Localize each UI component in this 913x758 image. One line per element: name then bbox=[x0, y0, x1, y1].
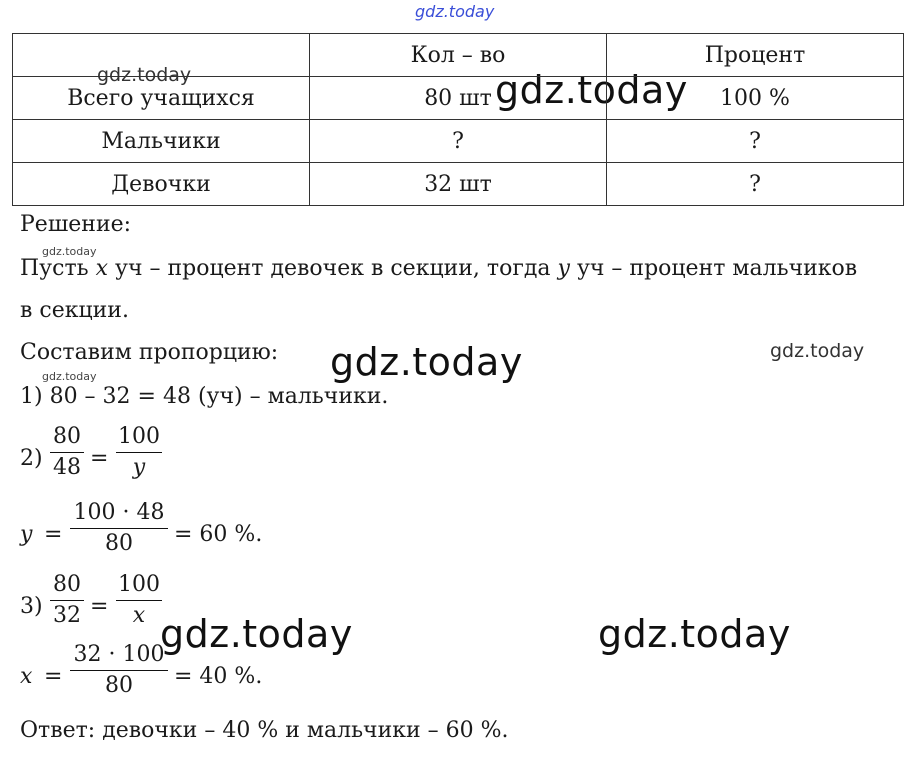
fraction-numerator: 100 bbox=[116, 570, 162, 601]
step-1: 1) 80 – 32 = 48 (уч) – мальчики. bbox=[20, 384, 389, 409]
table-cell: 32 шт bbox=[310, 163, 607, 206]
table-header-cell: Кол – во bbox=[310, 34, 607, 77]
fraction-numerator: 32 · 100 bbox=[70, 640, 168, 671]
equals-sign: = bbox=[90, 594, 109, 619]
answer: Ответ: девочки – 40 % и мальчики – 60 %. bbox=[20, 718, 509, 743]
watermark: gdz.today bbox=[495, 68, 688, 112]
fraction bbox=[50, 570, 84, 631]
data-table bbox=[12, 33, 904, 206]
table-header-cell: Процент bbox=[607, 34, 904, 77]
fraction-denominator: 48 bbox=[53, 455, 81, 480]
fraction bbox=[116, 570, 162, 631]
fraction-denominator: x bbox=[132, 603, 146, 628]
variable-y: y bbox=[557, 256, 570, 281]
equals-sign: = bbox=[44, 522, 63, 547]
result-variable: x bbox=[20, 664, 33, 689]
watermark: gdz.today bbox=[160, 612, 353, 656]
text-fragment: уч – процент девочек в секции, тогда bbox=[108, 256, 558, 281]
proportion-heading: Составим пропорцию: bbox=[20, 340, 279, 365]
watermark: gdz.today bbox=[330, 340, 523, 384]
equals-sign: = bbox=[90, 446, 109, 471]
table-cell: ? bbox=[607, 163, 904, 206]
table-header-cell bbox=[13, 34, 310, 77]
fraction-denominator: 80 bbox=[105, 673, 133, 698]
table-row bbox=[13, 77, 904, 120]
solution-line-1 bbox=[20, 256, 857, 281]
step-2-label: 2) bbox=[20, 446, 43, 471]
table-cell: Мальчики bbox=[13, 120, 310, 163]
step-3-label: 3) bbox=[20, 594, 43, 619]
table-cell: Всего учащихся bbox=[13, 77, 310, 120]
table-header-row bbox=[13, 34, 904, 77]
variable-x: x bbox=[95, 256, 109, 281]
table-row bbox=[13, 163, 904, 206]
watermark: gdz.today bbox=[42, 245, 97, 258]
fraction-denominator: 80 bbox=[105, 531, 133, 556]
fraction-denominator: y bbox=[132, 455, 146, 480]
fraction bbox=[116, 422, 162, 483]
table-cell: 100 % bbox=[607, 77, 904, 120]
result-variable: y bbox=[20, 522, 33, 547]
watermark: gdz.today bbox=[770, 340, 865, 362]
table-cell: ? bbox=[607, 120, 904, 163]
watermark: gdz.today bbox=[598, 612, 791, 656]
fraction bbox=[70, 640, 168, 701]
watermark: gdz.today bbox=[42, 370, 97, 383]
fraction-numerator: 100 · 48 bbox=[70, 498, 168, 529]
equals-sign: = bbox=[44, 664, 63, 689]
solution-line-2: в секции. bbox=[20, 298, 129, 323]
result-value: = 40 %. bbox=[174, 664, 263, 689]
fraction-numerator: 80 bbox=[50, 422, 84, 453]
text-fragment: Пусть bbox=[20, 256, 96, 281]
fraction-numerator: 80 bbox=[50, 570, 84, 601]
table-cell: ? bbox=[310, 120, 607, 163]
result-value: = 60 %. bbox=[174, 522, 263, 547]
fraction-denominator: 32 bbox=[53, 603, 81, 628]
fraction bbox=[50, 422, 84, 483]
table-cell: 80 шт bbox=[310, 77, 607, 120]
fraction-numerator: 100 bbox=[116, 422, 162, 453]
text-fragment: уч – процент мальчиков bbox=[569, 256, 858, 281]
fraction bbox=[70, 498, 168, 559]
table-cell: Девочки bbox=[13, 163, 310, 206]
watermark-top: gdz.today bbox=[415, 2, 495, 21]
watermark: gdz.today bbox=[97, 64, 192, 86]
table-row bbox=[13, 120, 904, 163]
solution-heading: Решение: bbox=[20, 212, 132, 237]
